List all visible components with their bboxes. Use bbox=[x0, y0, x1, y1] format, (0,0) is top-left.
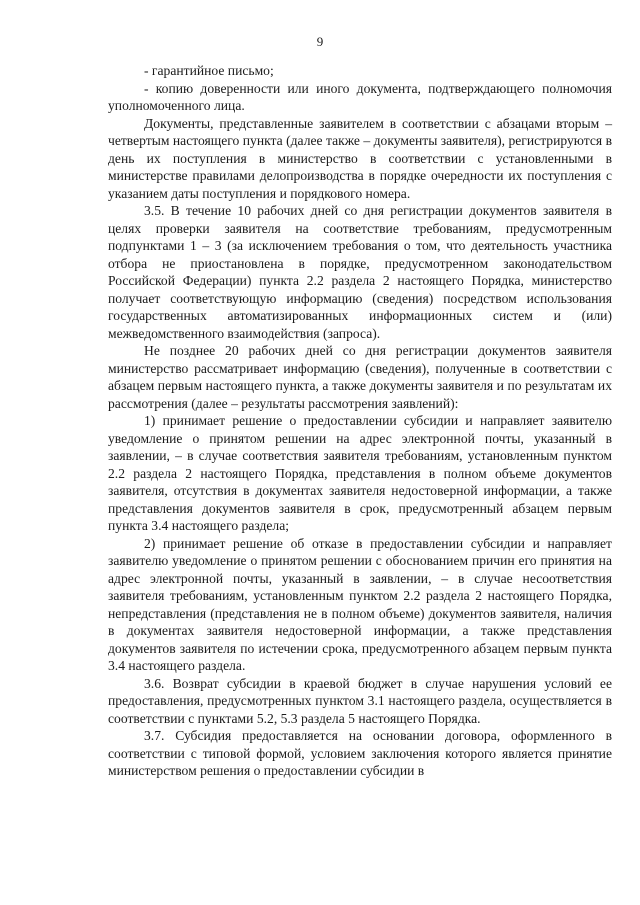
paragraph-guarantee-letter: - гарантийное письмо; bbox=[144, 63, 274, 78]
paragraph-power-of-attorney: - копию доверенности или иного документа, подтверждающего полномочия уполномоченного лица. bbox=[108, 80, 612, 113]
paragraph-decision-refuse: 2) принимает решение об отказе в предоставлении субсидии и направляет заявителю уведомление о принятом решении с обоснованием причин его принятия на адрес электронной почты, указанный в заявлении, – в случае несоответствия заявителя требованиям, установленным пунктом 2.2 раздела 2 настоящего Порядка, непредставления (представления не в полном объеме) документов заявителя, наличия в документах заявителя недостоверной информации, а также представления документов заявителя по истечении срока, предусмотренного абзацем первым пункта 3.4 настоящего раздела. bbox=[108, 535, 612, 673]
paragraph-clause-3-5: 3.5. В течение 10 рабочих дней со дня регистрации документов заявителя в целях проверки заявителя на соответствие требованиям, предусмотренным подпунктами 1 – 3 (за исключением требования о том, что деятельность участника отбора не приостановлена в порядке, предусмотренном законодательством Российской Федерации) пункта 2.2 раздела 2 настоящего Порядка, министерство получает соответствующую информацию (сведения) посредством использования государственных автоматизированных информационных систем и (или) межведомственного взаимодействия (запроса). bbox=[108, 203, 612, 341]
paragraph-review-deadline: Не позднее 20 рабочих дней со дня регистрации документов заявителя министерство рассматривает информацию (сведения), полученные в соответствии с абзацем первым настоящего пункта, а также документы заявителя и по результатам их рассмотрения (далее – результаты рассмотрения заявлений): bbox=[108, 343, 612, 411]
paragraph-decision-grant: 1) принимает решение о предоставлении субсидии и направляет заявителю уведомление о принятом решении на адрес электронной почты, указанный в заявлении, – в случае соответствия заявителя требованиям, установленным пунктом 2.2 раздела 2 настоящего Порядка, представления в полном объеме документов заявителя, отсутствия в документах заявителя недостоверной информации, а также представления документов заявителя в срок, предусмотренный абзацем первым пункта 3.4 настоящего раздела; bbox=[108, 413, 612, 533]
page-number: 9 bbox=[316, 34, 324, 49]
paragraph-clause-3-6: 3.6. Возврат субсидии в краевой бюджет в случае нарушения условий ее предоставления, предусмотренных пунктом 3.1 настоящего раздела, осуществляется в соответствии с пунктами 5.2, 5.3 раздела 5 настоящего Порядка. bbox=[108, 675, 612, 726]
document-body bbox=[108, 62, 612, 780]
paragraph-documents-registration: Документы, представленные заявителем в соответствии с абзацами вторым – четвертым настоящего пункта (далее также – документы заявителя), регистрируются в день их поступления в министерство в соответствии с установленными в министерстве правилами делопроизводства в порядке очередности их поступления с указанием даты поступления и порядкового номера. bbox=[108, 115, 612, 201]
paragraph-clause-3-7: 3.7. Субсидия предоставляется на основании договора, оформленного в соответствии с типовой формой, условием заключения которого является принятие министерством решения о предоставлении субсидии в bbox=[108, 728, 612, 778]
